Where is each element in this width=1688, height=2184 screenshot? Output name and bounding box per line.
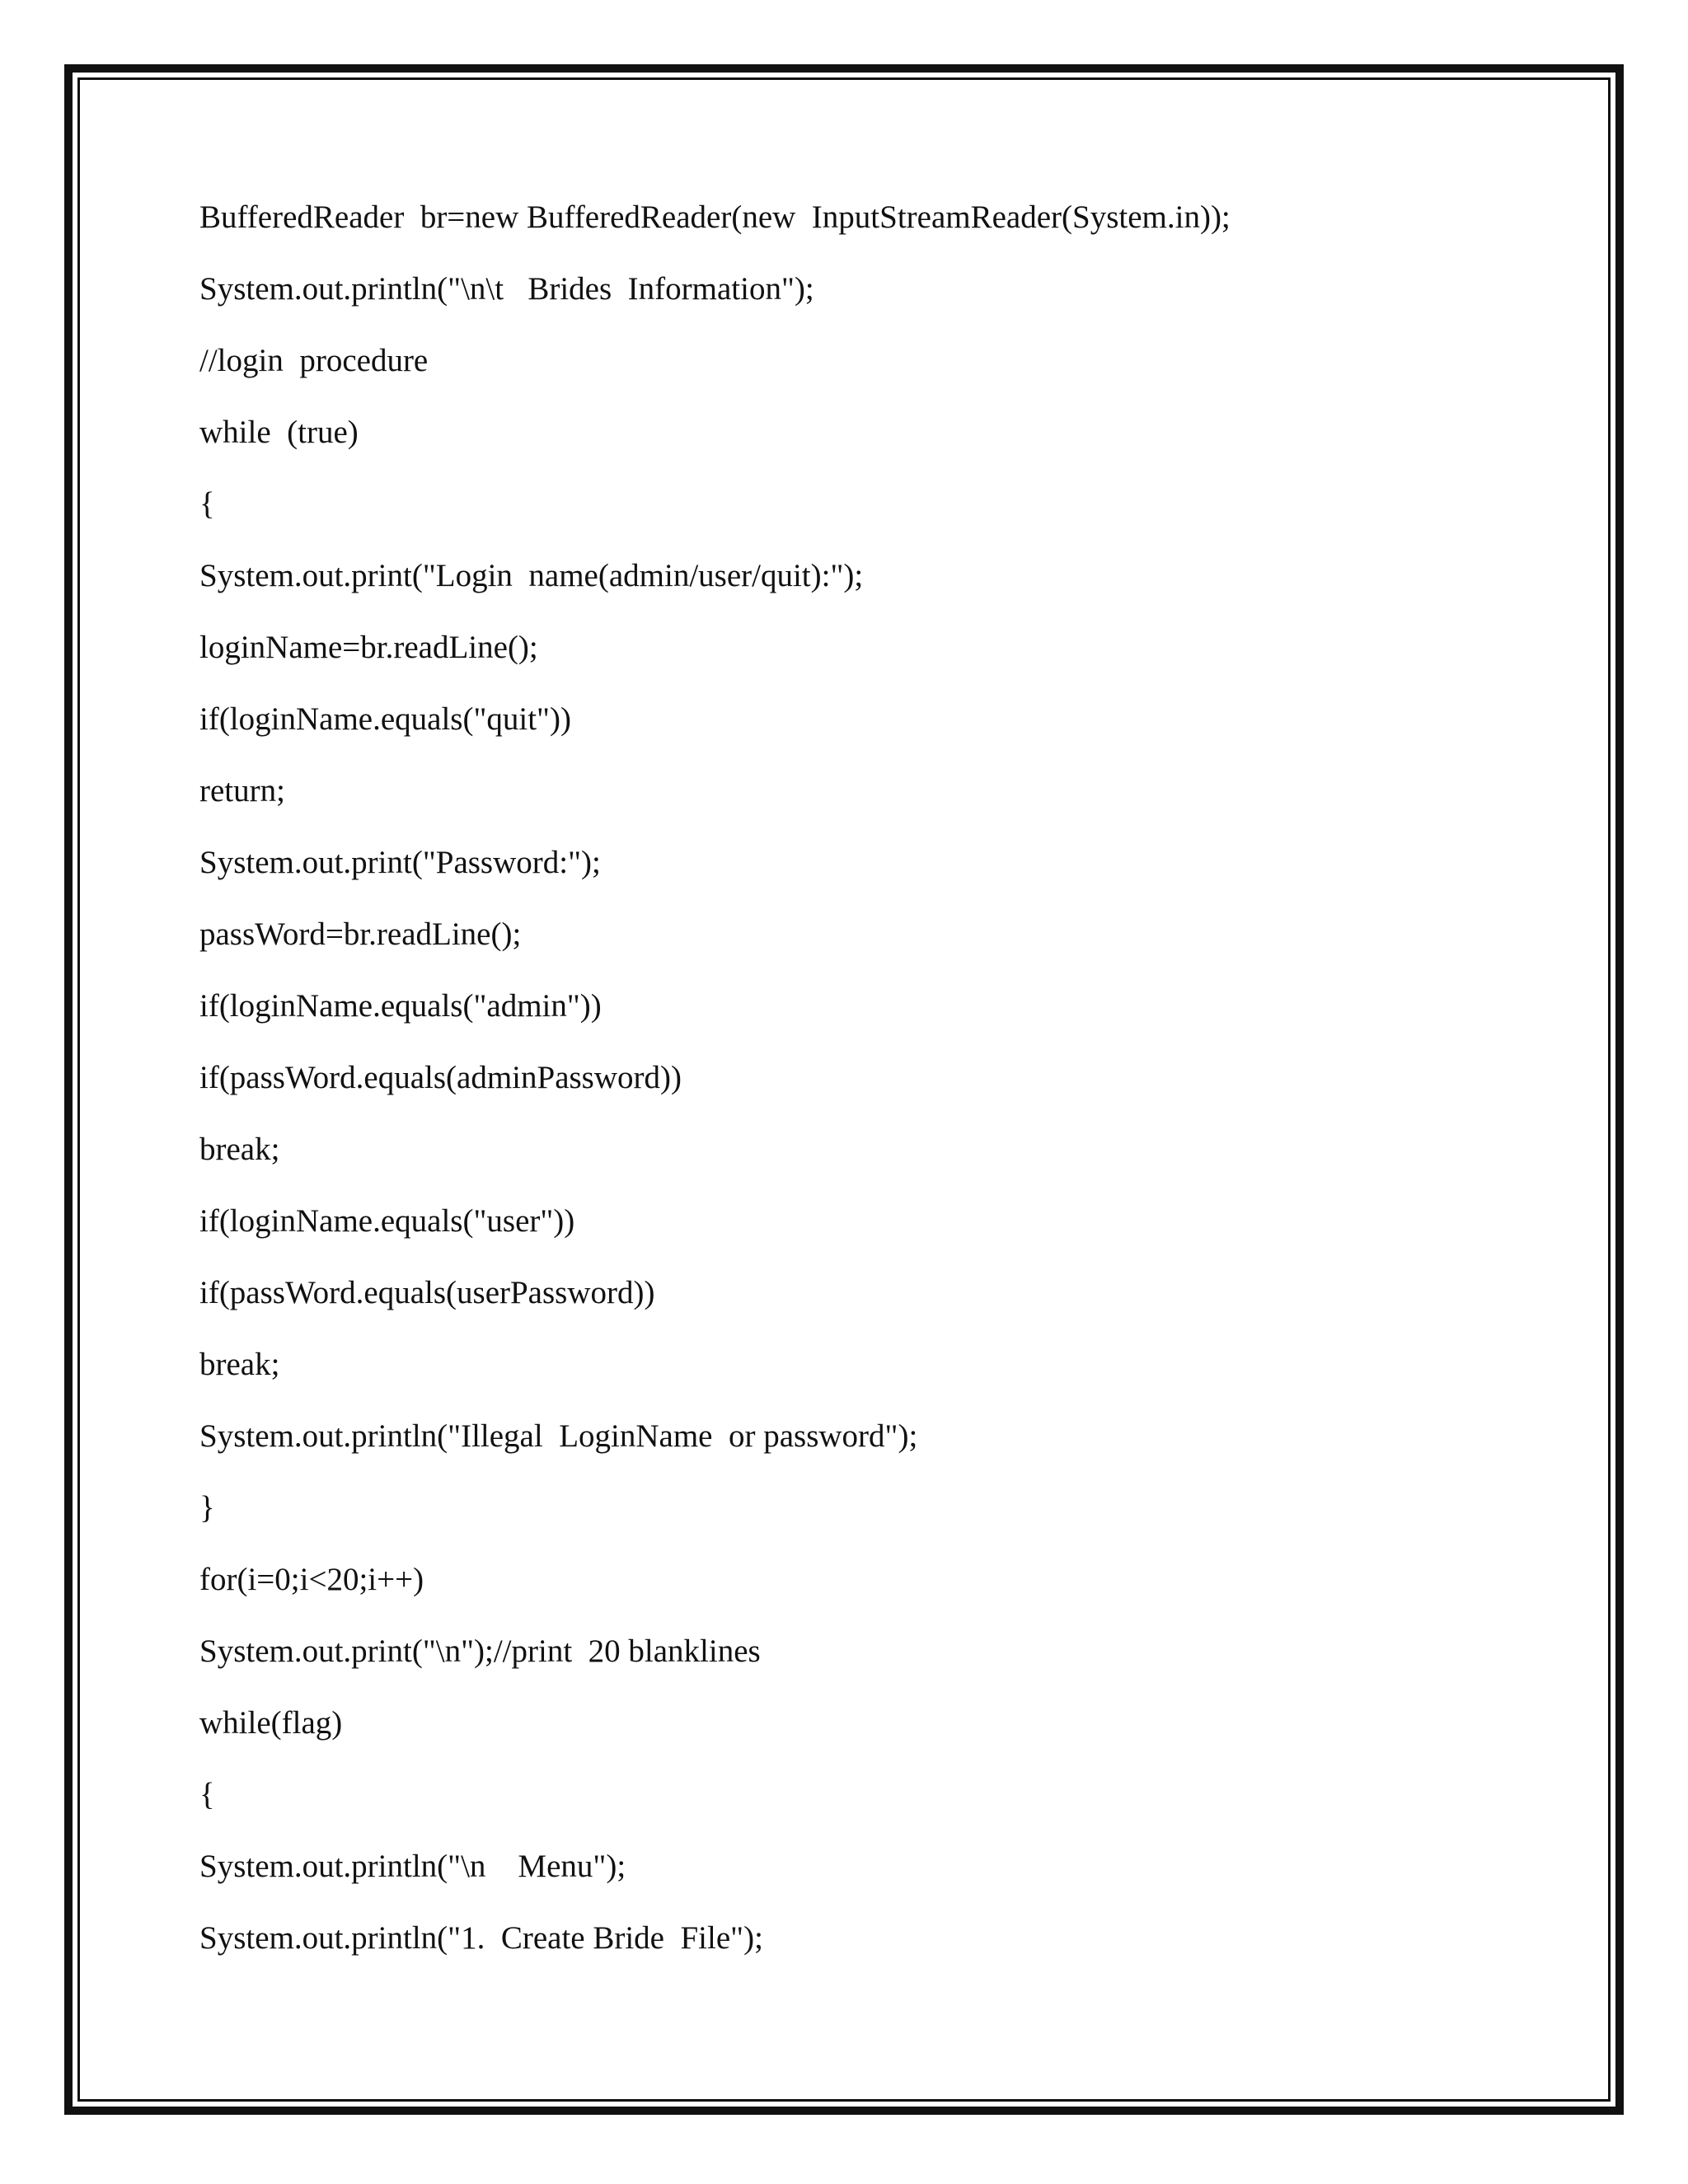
- code-line: System.out.println("\n\t Brides Information");: [199, 271, 814, 307]
- code-line: System.out.print("\n");//print 20 blanklines: [199, 1633, 761, 1669]
- code-line: BufferedReader br=new BufferedReader(new InputStreamReader(System.in));: [199, 199, 1231, 235]
- code-line: System.out.println("1. Create Bride File");: [199, 1920, 763, 1956]
- code-line: return;: [199, 773, 285, 808]
- code-line: if(loginName.equals("user")): [199, 1203, 575, 1239]
- code-line: System.out.print("Login name(admin/user/quit):");: [199, 558, 864, 593]
- code-line: if(passWord.equals(adminPassword)): [199, 1060, 682, 1095]
- code-line: System.out.print("Password:");: [199, 845, 601, 880]
- code-line: if(passWord.equals(userPassword)): [199, 1275, 655, 1310]
- code-line: if(loginName.equals("admin")): [199, 988, 602, 1024]
- code-line: while (true): [199, 415, 359, 450]
- code-line: if(loginName.equals("quit")): [199, 701, 571, 737]
- code-listing: [199, 196, 1518, 1989]
- code-line: {: [199, 486, 215, 522]
- code-line: for(i=0;i<20;i++): [199, 1562, 424, 1597]
- code-line: //login procedure: [199, 343, 429, 378]
- code-line: System.out.println("\n Menu");: [199, 1849, 626, 1884]
- code-line: System.out.println("Illegal LoginName or password");: [199, 1418, 918, 1454]
- code-line: {: [199, 1777, 215, 1812]
- code-line: break;: [199, 1132, 280, 1167]
- code-line: }: [199, 1490, 215, 1526]
- code-line: while(flag): [199, 1705, 343, 1741]
- code-line: break;: [199, 1347, 280, 1382]
- code-line: passWord=br.readLine();: [199, 916, 522, 952]
- code-line: loginName=br.readLine();: [199, 630, 538, 665]
